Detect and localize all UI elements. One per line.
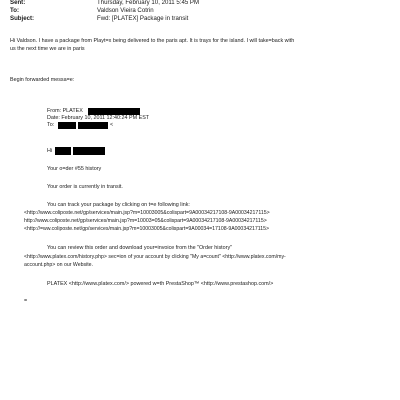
tracking-link-1[interactable]: <http://www.coliposte.net/gp/services/main.jsp?m=10003005&colispart=9A00034217108-9A00034217115> xyxy=(24,210,270,216)
sent-value: Thursday, February 10, 2011 5:45 PM xyxy=(97,0,200,6)
tracking-link-3[interactable]: <http://=ww.coliposte.net/gp/services/main.jsp?m=10003005&colispart=9A00034=17108-9A00034217115> xyxy=(24,226,270,232)
to-line xyxy=(47,122,54,129)
tracking-link-2[interactable]: http://www.coliposte.net/gp/services/main.jsp?m=10003=05&colispart=9A00034217108-9A00034217115> xyxy=(24,218,267,224)
from-label: From: PLATEX xyxy=(47,108,83,114)
trailing-mark: = xyxy=(24,298,28,304)
status-line: Your order is currently in transit. xyxy=(47,184,123,190)
sent-row xyxy=(10,0,199,6)
review-line-1: You can review this order and download your=invoice from the "Order history" xyxy=(47,245,233,251)
greeting-line xyxy=(47,148,52,155)
date-line: Date: February 10, 2011 12:40:24 PM EST xyxy=(47,115,150,121)
to-label-inner: To: xyxy=(47,122,55,128)
intro-line-2: us the next time we are in paris xyxy=(10,46,85,52)
redaction-bar xyxy=(58,122,76,129)
subject-value: Fwd: [PLATEX] Package in transit xyxy=(97,15,189,22)
to-suffix: < xyxy=(110,122,114,128)
to-value: Valdson Vieira Cotrin xyxy=(97,7,154,14)
footer-line[interactable]: PLATEX <http://www.platex.com/> powered w=th PrestaShop™ <http://www.prestashop.com/> xyxy=(47,281,274,287)
order-line: Your o=der #55 history xyxy=(47,166,102,172)
redaction-bar xyxy=(88,108,140,115)
to-label: To: xyxy=(10,7,20,14)
intro-line-1: Hi Valdson. I have a package from Playt=x being delivered to the paris apt. It is trays for the island. I will take=back with xyxy=(10,38,295,44)
forward-intro: Begin forwarded messa=e: xyxy=(10,77,75,83)
subject-row xyxy=(10,15,188,22)
greeting-text: Hi xyxy=(47,148,53,154)
from-line xyxy=(47,108,83,115)
review-line-3: account.php> on our Website. xyxy=(24,262,93,268)
redaction-bar xyxy=(55,147,71,155)
to-row xyxy=(10,7,154,14)
subject-label: Subject: xyxy=(10,15,35,22)
redaction-bar xyxy=(73,147,105,155)
track-intro: You can track your package by clicking on t=e following link: xyxy=(47,202,190,208)
review-line-2[interactable]: <http://www.platex.com/history.php> sec=ion of your account by clicking "My a=count" <http://www.platex.com/my- xyxy=(24,254,286,260)
redaction-bar xyxy=(78,122,108,129)
sent-label: Sent: xyxy=(10,0,26,6)
